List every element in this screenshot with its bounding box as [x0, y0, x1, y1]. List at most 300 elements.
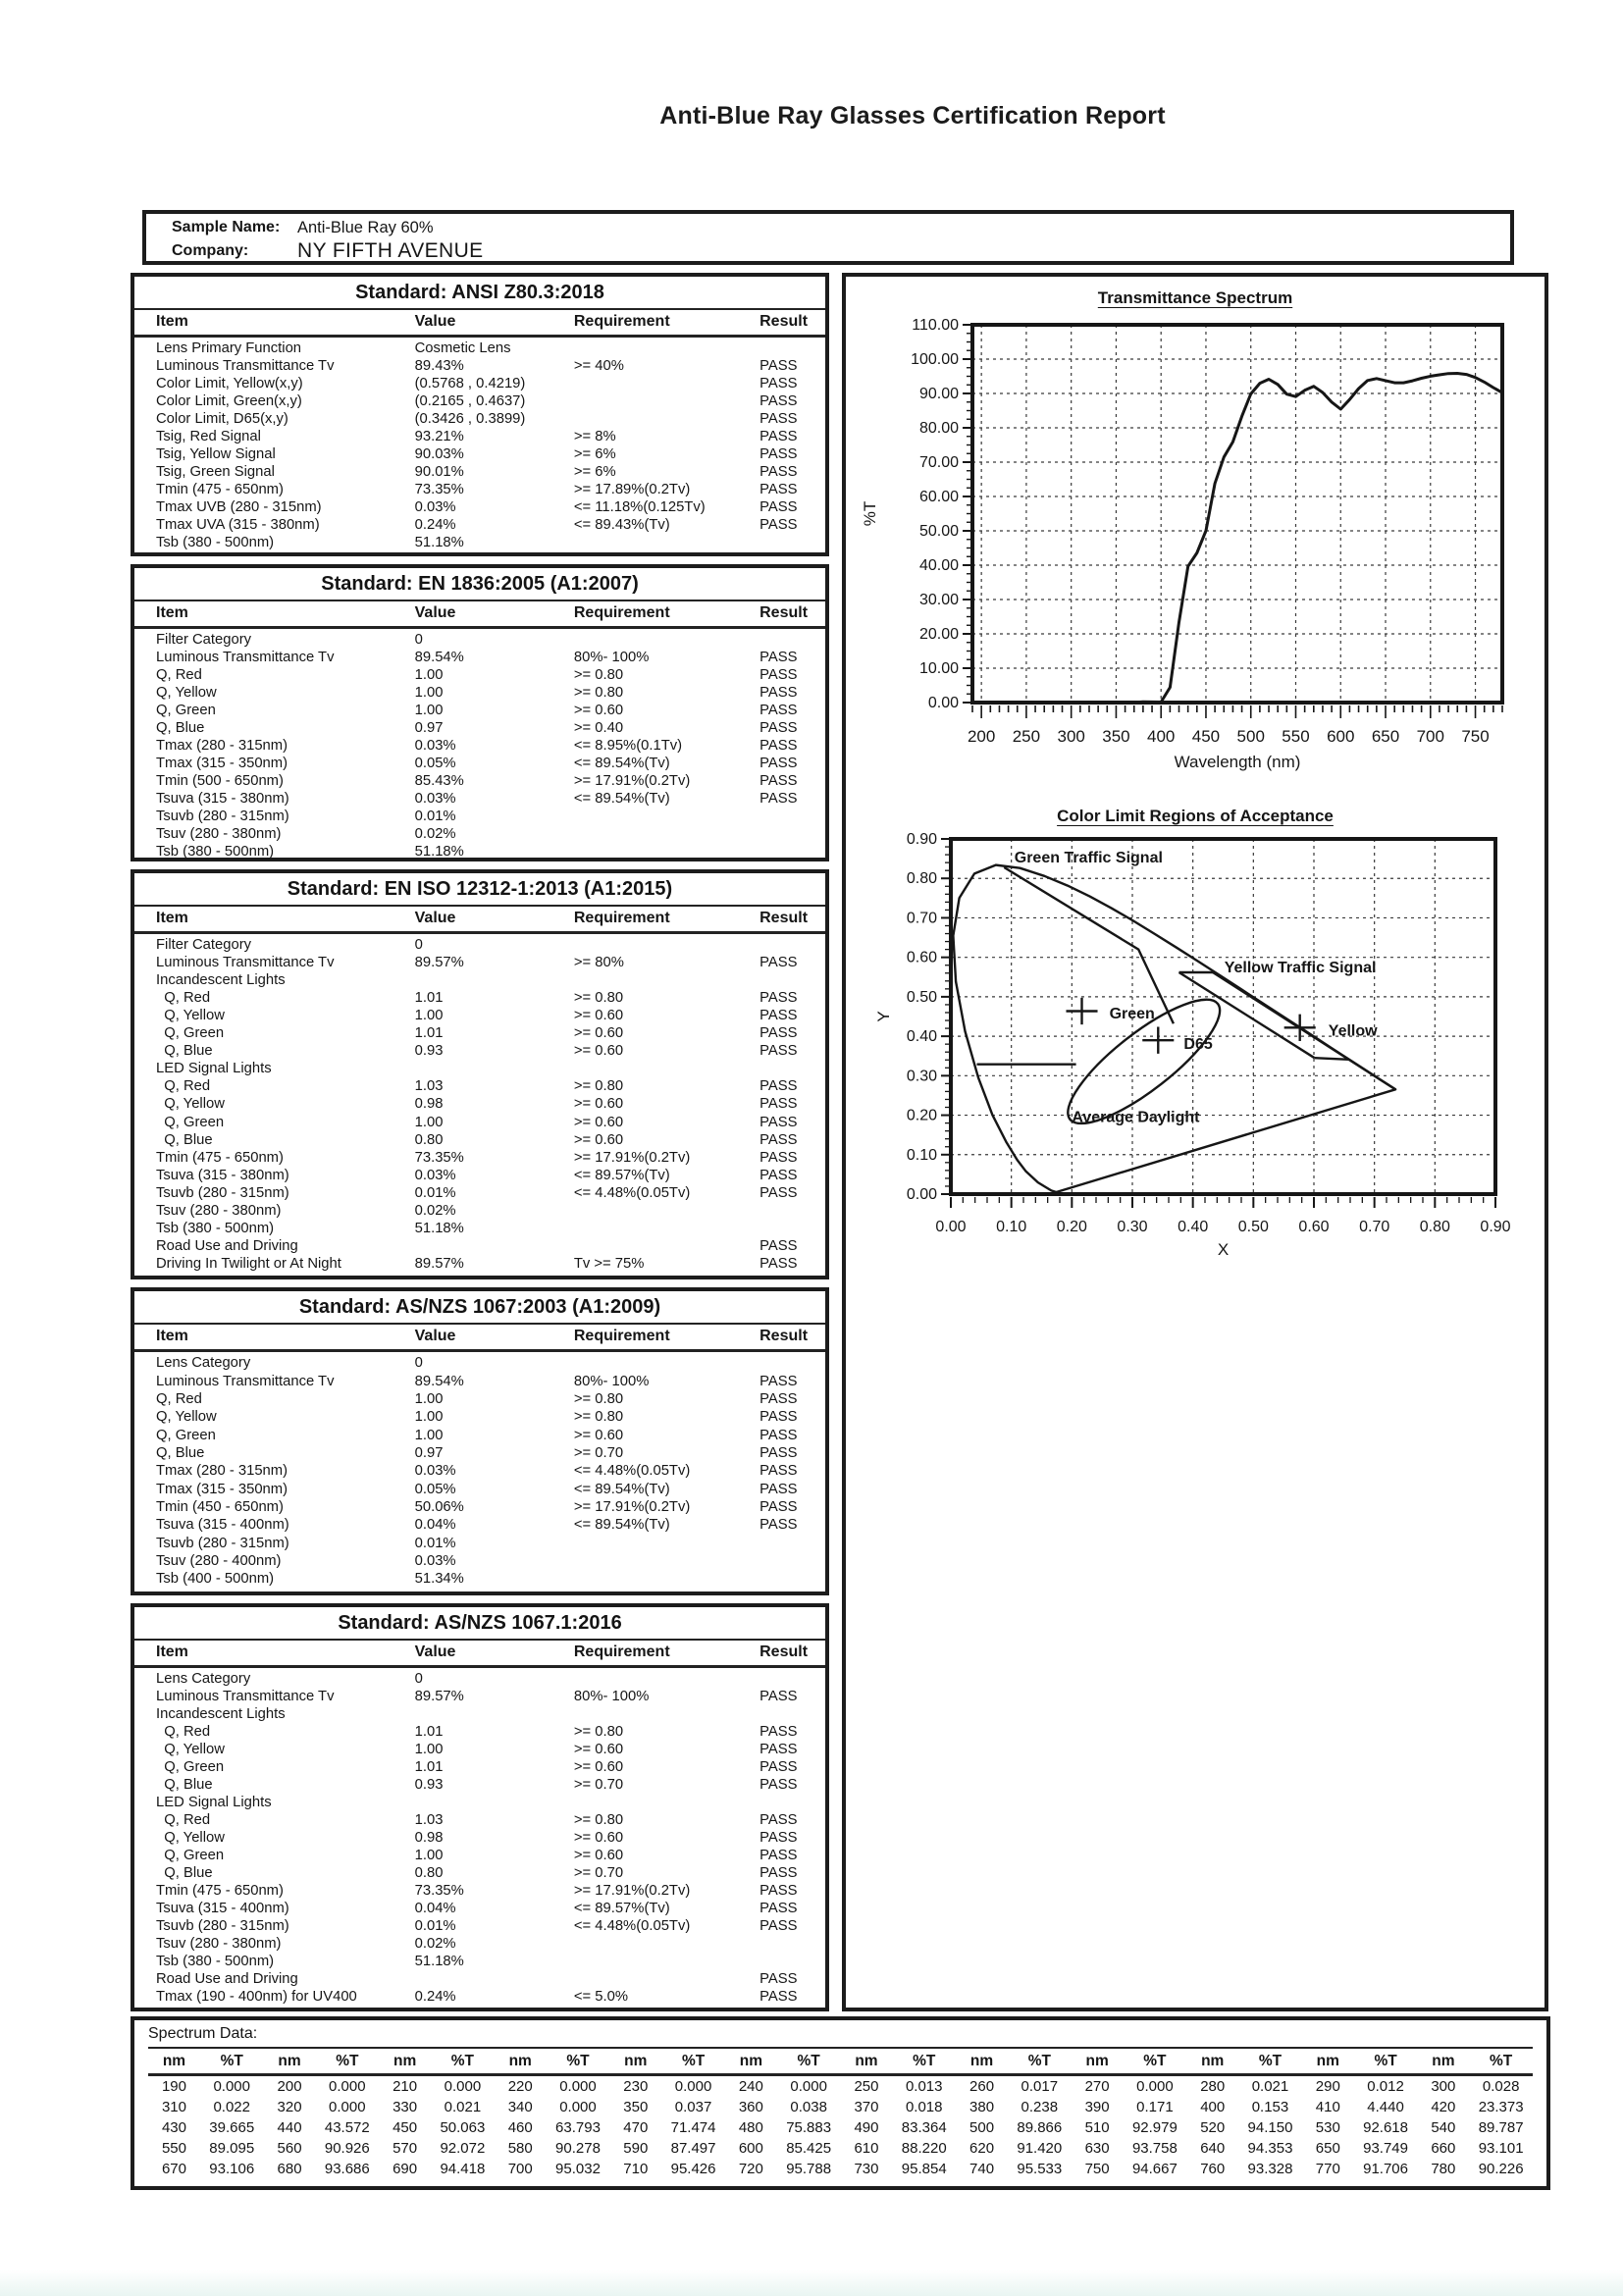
marker-label: Green — [1109, 1005, 1155, 1022]
spectrum-data-pair — [1417, 2138, 1533, 2159]
nm-header: nm — [1432, 2053, 1455, 2069]
value-cell: 1.03 — [414, 1812, 444, 1828]
percent-t-header: %T — [1027, 2053, 1051, 2069]
table-row — [156, 445, 819, 463]
table-row — [156, 1095, 819, 1113]
nm-value: 630 — [1084, 2140, 1110, 2157]
table-row — [156, 989, 819, 1007]
percent-t-header: %T — [681, 2053, 706, 2069]
value-cell: 0.80 — [414, 1131, 444, 1148]
nm-value: 600 — [738, 2140, 763, 2157]
nm-value: 300 — [1431, 2078, 1456, 2095]
table-body — [134, 338, 825, 554]
column-header: Result — [759, 910, 809, 926]
requirement-cell — [574, 1935, 759, 1953]
item-cell: Q, Blue — [156, 1445, 205, 1462]
table-row — [156, 790, 819, 808]
y-tick-label: 0.30 — [906, 1068, 937, 1085]
table-row — [156, 1917, 819, 1935]
value-cell: 1.00 — [414, 1427, 444, 1443]
percent-t-value: 0.012 — [1367, 2078, 1404, 2095]
marker-green — [1066, 998, 1154, 1024]
requirement-cell: >= 80% — [573, 955, 624, 971]
value-cell: 51.18% — [414, 535, 464, 550]
result-cell: PASS — [759, 703, 798, 718]
standard-title: Standard: AS/NZS 1067.1:2016 — [338, 1612, 622, 1634]
requirement-cell: >= 0.60 — [573, 1043, 624, 1060]
result-cell — [759, 1060, 819, 1077]
value-cell: 73.35% — [414, 1149, 464, 1166]
spectrum-data-pair — [379, 2076, 495, 2097]
result-cell — [759, 1705, 819, 1723]
value-cell: 0.05% — [414, 756, 456, 771]
spectrum-data-pair — [1417, 2076, 1533, 2097]
y-tick-label: 0.00 — [906, 1186, 937, 1203]
nm-value: 640 — [1200, 2140, 1226, 2157]
item-cell: Q, Yellow — [156, 1830, 225, 1846]
value-cell: 73.35% — [414, 1883, 464, 1899]
requirement-cell: >= 0.60 — [573, 1025, 624, 1042]
requirement-cell — [574, 410, 759, 428]
requirement-cell: <= 11.18%(0.125Tv) — [573, 499, 706, 515]
value-cell: 0.24% — [414, 517, 456, 533]
y-tick-label: 30.00 — [918, 592, 959, 608]
table-row — [156, 1535, 819, 1552]
y-tick-label: 60.00 — [918, 489, 959, 505]
value-cell: (0.3426 , 0.3899) — [414, 411, 526, 427]
item-cell: Luminous Transmittance Tv — [156, 1373, 335, 1389]
spectrum-header-pair — [1302, 2050, 1418, 2076]
requirement-cell — [574, 1970, 759, 1988]
item-cell: Tsb (380 - 500nm) — [156, 1220, 275, 1236]
table-body — [134, 629, 825, 863]
requirement-cell: <= 4.48%(0.05Tv) — [573, 1918, 691, 1934]
value-cell: 0.98 — [414, 1830, 444, 1846]
nm-value: 740 — [969, 2161, 995, 2177]
item-cell: Tsig, Red Signal — [156, 429, 261, 444]
nm-header: nm — [508, 2053, 532, 2069]
item-cell: Incandescent Lights — [156, 972, 286, 989]
result-cell: PASS — [759, 393, 798, 409]
nm-value: 670 — [161, 2161, 186, 2177]
value-cell: 51.18% — [414, 844, 464, 860]
result-cell: PASS — [759, 1481, 798, 1497]
marker-d65 — [1142, 1026, 1213, 1053]
y-axis-label: %T — [861, 500, 879, 527]
spectrum-header-pair — [1072, 2050, 1187, 2076]
percent-t-value: 90.226 — [1478, 2161, 1524, 2177]
item-cell: Tsuvb (280 - 315nm) — [156, 1535, 289, 1551]
nm-value: 720 — [738, 2161, 763, 2177]
spectrum-data-pair — [495, 2117, 610, 2138]
result-cell: PASS — [759, 411, 798, 427]
spectrum-data-section — [131, 2016, 1550, 2190]
spectrum-data-pair — [609, 2159, 725, 2179]
x-tick-label: 0.20 — [1056, 1219, 1087, 1235]
value-cell: Cosmetic Lens — [414, 340, 511, 356]
nm-value: 560 — [277, 2140, 302, 2157]
requirement-cell: >= 0.80 — [573, 1078, 624, 1095]
result-cell: PASS — [759, 955, 798, 971]
value-cell: 0.97 — [414, 1445, 444, 1462]
spectrum-data-pair — [379, 2138, 495, 2159]
table-row — [156, 516, 819, 534]
value-cell: 0.05% — [414, 1481, 456, 1497]
table-row — [156, 1131, 819, 1149]
result-cell — [759, 1953, 819, 1970]
table-body — [134, 1352, 825, 1592]
y-tick-label: 0.00 — [927, 695, 959, 711]
result-cell: PASS — [759, 1391, 798, 1408]
nm-header: nm — [1085, 2053, 1109, 2069]
spectrum-data-pair — [609, 2076, 725, 2097]
result-cell: PASS — [759, 720, 798, 736]
item-cell: Q, Blue — [156, 1777, 213, 1793]
spectrum-data-table — [148, 2050, 1533, 2179]
spectrum-data-pair — [148, 2117, 264, 2138]
requirement-cell: <= 8.95%(0.1Tv) — [573, 738, 683, 754]
spectrum-data-pair — [956, 2117, 1072, 2138]
value-cell: 1.00 — [414, 1742, 444, 1757]
y-tick-label: 50.00 — [918, 523, 959, 540]
percent-t-value: 93.749 — [1363, 2140, 1408, 2157]
region-label: Average Daylight — [1072, 1109, 1200, 1126]
percent-t-value: 95.854 — [901, 2161, 947, 2177]
table-row — [156, 1114, 819, 1131]
result-cell: PASS — [759, 482, 798, 497]
standard-title: Standard: EN 1836:2005 (A1:2007) — [321, 573, 639, 595]
requirement-cell — [574, 1237, 759, 1255]
column-header: Requirement — [573, 910, 670, 926]
spectrum-data-pair — [148, 2159, 264, 2179]
table-row — [156, 1552, 819, 1570]
transmittance-spectrum-chart — [846, 312, 1546, 798]
value-cell: 89.57% — [414, 955, 464, 971]
result-cell: PASS — [759, 517, 798, 533]
item-cell: Q, Green — [156, 1848, 225, 1863]
y-tick-label: 110.00 — [912, 317, 959, 334]
result-cell: PASS — [759, 1237, 798, 1254]
percent-t-value: 4.440 — [1367, 2099, 1404, 2115]
item-cell: Tsuva (315 - 400nm) — [156, 1517, 289, 1534]
spectrum-data-pair — [1417, 2097, 1533, 2117]
nm-value: 550 — [161, 2140, 186, 2157]
green-signal-region-boundary — [1004, 867, 1174, 1023]
requirement-cell — [574, 1570, 759, 1588]
column-header: Result — [759, 604, 809, 621]
nm-value: 320 — [277, 2099, 302, 2115]
spectrum-data-pair — [1072, 2097, 1187, 2117]
percent-t-value: 90.278 — [555, 2140, 601, 2157]
nm-value: 230 — [623, 2078, 649, 2095]
requirement-cell: >= 17.91%(0.2Tv) — [573, 1149, 691, 1166]
table-row — [156, 1255, 819, 1273]
table-row — [156, 1953, 819, 1970]
standard-title: Standard: ANSI Z80.3:2018 — [355, 282, 604, 303]
table-row — [156, 375, 819, 392]
table-row — [156, 631, 819, 649]
nm-value: 460 — [507, 2119, 533, 2136]
spectrum-data-pair — [1302, 2097, 1418, 2117]
result-cell: PASS — [759, 1517, 798, 1534]
standard-title: Standard: AS/NZS 1067:2003 (A1:2009) — [298, 1296, 661, 1318]
item-cell: Tmax UVB (280 - 315nm) — [156, 499, 322, 515]
table-row — [156, 1060, 819, 1077]
value-cell: 50.06% — [414, 1499, 464, 1516]
requirement-cell: >= 0.70 — [573, 1445, 624, 1462]
value-cell: 73.35% — [414, 482, 464, 497]
percent-t-value: 0.028 — [1482, 2078, 1520, 2095]
result-cell: PASS — [759, 1901, 798, 1916]
nm-header: nm — [855, 2053, 878, 2069]
nm-value: 270 — [1084, 2078, 1110, 2095]
item-cell: Q, Blue — [156, 1865, 213, 1881]
company-value: NY FIFTH AVENUE — [297, 239, 484, 262]
percent-t-value: 0.000 — [329, 2078, 366, 2095]
requirement-cell: <= 4.48%(0.05Tv) — [573, 1184, 691, 1201]
x-tick-label: 350 — [1102, 727, 1130, 746]
table-row — [156, 772, 819, 790]
requirement-cell: >= 17.91%(0.2Tv) — [573, 773, 691, 789]
table-row — [156, 1670, 819, 1688]
result-cell: PASS — [759, 1373, 798, 1389]
percent-t-value: 0.000 — [790, 2078, 827, 2095]
item-cell: Q, Red — [156, 667, 202, 683]
x-tick-label: 0.80 — [1419, 1219, 1450, 1235]
result-cell: PASS — [759, 1865, 798, 1881]
value-cell: 1.00 — [414, 703, 444, 718]
nm-value: 420 — [1431, 2099, 1456, 2115]
table-row — [156, 1077, 819, 1095]
spectrum-header-pair — [609, 2050, 725, 2076]
table-header-row — [134, 308, 825, 338]
requirement-cell: >= 0.40 — [573, 720, 624, 736]
item-cell: Tmin (450 - 650nm) — [156, 1499, 284, 1516]
requirement-cell: >= 6% — [573, 464, 616, 480]
value-cell: 90.03% — [414, 446, 464, 462]
percent-t-value: 92.979 — [1131, 2119, 1178, 2136]
item-cell: Q, Yellow — [156, 1742, 225, 1757]
value-cell: (0.5768 , 0.4219) — [414, 376, 526, 391]
nm-value: 710 — [623, 2161, 649, 2177]
table-row — [156, 1354, 819, 1372]
value-cell: 51.18% — [414, 1954, 464, 1969]
percent-t-value: 95.032 — [555, 2161, 601, 2177]
standard-table — [131, 1603, 829, 2011]
spectrum-data-pair — [1072, 2076, 1187, 2097]
nm-value: 280 — [1200, 2078, 1226, 2095]
percent-t-value: 93.101 — [1478, 2140, 1524, 2157]
x-tick-label: 500 — [1236, 727, 1265, 746]
result-cell: PASS — [759, 1167, 798, 1183]
item-cell: Q, Red — [156, 1078, 211, 1095]
spectrum-data-label: Spectrum Data: — [148, 2025, 258, 2042]
table-row — [156, 1390, 819, 1408]
column-header: Value — [414, 313, 456, 330]
item-cell: Tmax (315 - 350nm) — [156, 756, 288, 771]
item-cell: Tsuv (280 - 400nm) — [156, 1553, 282, 1570]
region-label: Yellow Traffic Signal — [1224, 960, 1377, 977]
value-cell: 1.01 — [414, 1724, 444, 1740]
item-cell: Tsuv (280 - 380nm) — [156, 826, 282, 842]
value-cell — [415, 1705, 574, 1723]
table-row — [156, 666, 819, 684]
value-cell: 93.21% — [414, 429, 464, 444]
item-cell: Luminous Transmittance Tv — [156, 1689, 335, 1704]
value-cell: 0.02% — [414, 826, 456, 842]
result-cell: PASS — [759, 1499, 798, 1516]
item-cell: Tmin (475 - 650nm) — [156, 1149, 284, 1166]
result-cell — [759, 825, 819, 843]
result-cell: PASS — [759, 1759, 798, 1775]
nm-value: 540 — [1431, 2119, 1456, 2136]
item-cell: Tmax UVA (315 - 380nm) — [156, 517, 320, 533]
requirement-cell: >= 0.70 — [573, 1777, 624, 1793]
percent-t-value: 0.000 — [213, 2078, 250, 2095]
value-cell: 0.03% — [414, 791, 456, 807]
requirement-cell — [574, 1670, 759, 1688]
value-cell: 89.43% — [414, 358, 464, 374]
result-cell: PASS — [759, 1025, 798, 1042]
nm-value: 370 — [854, 2099, 879, 2115]
spectrum-data-pair — [1186, 2076, 1302, 2097]
value-cell: 0.02% — [414, 1202, 456, 1219]
value-cell: 1.00 — [414, 1114, 444, 1130]
value-cell — [415, 1060, 574, 1077]
percent-t-value: 0.000 — [1136, 2078, 1174, 2095]
x-axis-label: Wavelength (nm) — [1174, 753, 1301, 771]
requirement-cell: 80%- 100% — [573, 1689, 650, 1704]
percent-t-value: 94.150 — [1247, 2119, 1293, 2136]
value-cell: 0 — [414, 937, 423, 954]
nm-value: 410 — [1315, 2099, 1340, 2115]
y-tick-label: 0.90 — [906, 831, 937, 848]
value-cell: 0.93 — [414, 1777, 444, 1793]
spectrum-header-pair — [148, 2050, 264, 2076]
requirement-cell: <= 89.54%(Tv) — [573, 756, 670, 771]
percent-t-value: 92.618 — [1363, 2119, 1408, 2136]
spectrum-data-pair — [956, 2138, 1072, 2159]
spectrum-data-pair — [264, 2097, 380, 2117]
result-cell: PASS — [759, 650, 798, 665]
value-cell: 1.00 — [414, 685, 444, 701]
sample-name-label: Sample Name: — [172, 219, 281, 235]
item-cell: Q, Blue — [156, 1043, 213, 1060]
table-body — [134, 934, 825, 1276]
nm-value: 290 — [1315, 2078, 1340, 2095]
result-cell: PASS — [759, 1883, 798, 1899]
requirement-cell: >= 17.91%(0.2Tv) — [573, 1883, 691, 1899]
item-cell: Tsuv (280 - 380nm) — [156, 1936, 282, 1952]
value-cell: 0.98 — [414, 1096, 444, 1113]
percent-t-value: 75.883 — [786, 2119, 832, 2136]
value-cell: 89.54% — [414, 1373, 464, 1389]
spectrum-data-pair — [1302, 2159, 1418, 2179]
item-cell: Tmin (475 - 650nm) — [156, 482, 284, 497]
result-cell: PASS — [759, 1689, 798, 1704]
result-cell: PASS — [759, 1812, 798, 1828]
result-cell: PASS — [759, 1008, 798, 1024]
item-cell: Q, Yellow — [156, 1096, 225, 1113]
nm-header: nm — [624, 2053, 648, 2069]
result-cell: PASS — [759, 1409, 798, 1426]
requirement-cell — [574, 843, 759, 861]
item-cell: Road Use and Driving — [156, 1237, 298, 1254]
table-row — [156, 649, 819, 666]
percent-t-value: 0.000 — [444, 2078, 482, 2095]
table-row — [156, 1776, 819, 1794]
standard-table — [131, 273, 829, 556]
item-cell: Filter Category — [156, 632, 252, 648]
nm-value: 330 — [393, 2099, 418, 2115]
requirement-cell: >= 0.60 — [573, 1096, 624, 1113]
item-cell: Q, Green — [156, 1759, 225, 1775]
result-cell: PASS — [759, 1777, 798, 1793]
table-row — [156, 392, 819, 410]
result-cell — [759, 971, 819, 989]
x-tick-label: 0.40 — [1178, 1219, 1209, 1235]
table-row — [156, 755, 819, 772]
color-limit-chart-title: Color Limit Regions of Acceptance — [1057, 807, 1334, 825]
item-cell: Tsb (380 - 500nm) — [156, 844, 275, 860]
table-row — [156, 1408, 819, 1426]
nm-value: 390 — [1084, 2099, 1110, 2115]
item-cell: Q, Yellow — [156, 1008, 225, 1024]
result-cell: PASS — [759, 1918, 798, 1934]
item-cell: LED Signal Lights — [156, 1061, 272, 1077]
table-row — [156, 410, 819, 428]
nm-header: nm — [1201, 2053, 1225, 2069]
percent-t-value: 23.373 — [1478, 2099, 1524, 2115]
nm-value: 620 — [969, 2140, 995, 2157]
sample-name-row — [172, 216, 1510, 239]
spectrum-data-pair — [725, 2076, 841, 2097]
percent-t-value: 93.106 — [209, 2161, 255, 2177]
spectrum-data-pair — [1186, 2159, 1302, 2179]
item-cell: Q, Green — [156, 703, 216, 718]
table-row — [156, 1516, 819, 1534]
requirement-cell: <= 4.48%(0.05Tv) — [573, 1463, 691, 1480]
percent-t-value: 0.238 — [1021, 2099, 1059, 2115]
column-header: Result — [759, 313, 809, 330]
table-row — [156, 1444, 819, 1462]
table-row — [156, 1988, 819, 2006]
item-cell: Lens Category — [156, 1355, 251, 1372]
spectrum-data-pair — [1417, 2117, 1533, 2138]
value-cell: 0.24% — [414, 1989, 456, 2005]
table-row — [156, 1741, 819, 1758]
nm-value: 770 — [1315, 2161, 1340, 2177]
result-cell: PASS — [759, 1114, 798, 1130]
value-cell: 90.01% — [414, 464, 464, 480]
percent-t-value: 83.364 — [901, 2119, 947, 2136]
spectrum-data-pair — [609, 2117, 725, 2138]
requirement-cell: <= 89.54%(Tv) — [573, 791, 670, 807]
value-cell: 1.00 — [414, 1409, 444, 1426]
percent-t-header: %T — [1490, 2053, 1513, 2069]
column-header: Result — [759, 1328, 809, 1344]
nm-value: 500 — [969, 2119, 995, 2136]
nm-value: 700 — [507, 2161, 533, 2177]
table-row — [156, 1900, 819, 1917]
nm-value: 510 — [1084, 2119, 1110, 2136]
requirement-cell — [574, 631, 759, 649]
nm-value: 200 — [277, 2078, 302, 2095]
percent-t-value: 0.153 — [1251, 2099, 1289, 2115]
nm-value: 610 — [854, 2140, 879, 2157]
table-row — [156, 1237, 819, 1255]
spectrum-data-pair — [1302, 2076, 1418, 2097]
